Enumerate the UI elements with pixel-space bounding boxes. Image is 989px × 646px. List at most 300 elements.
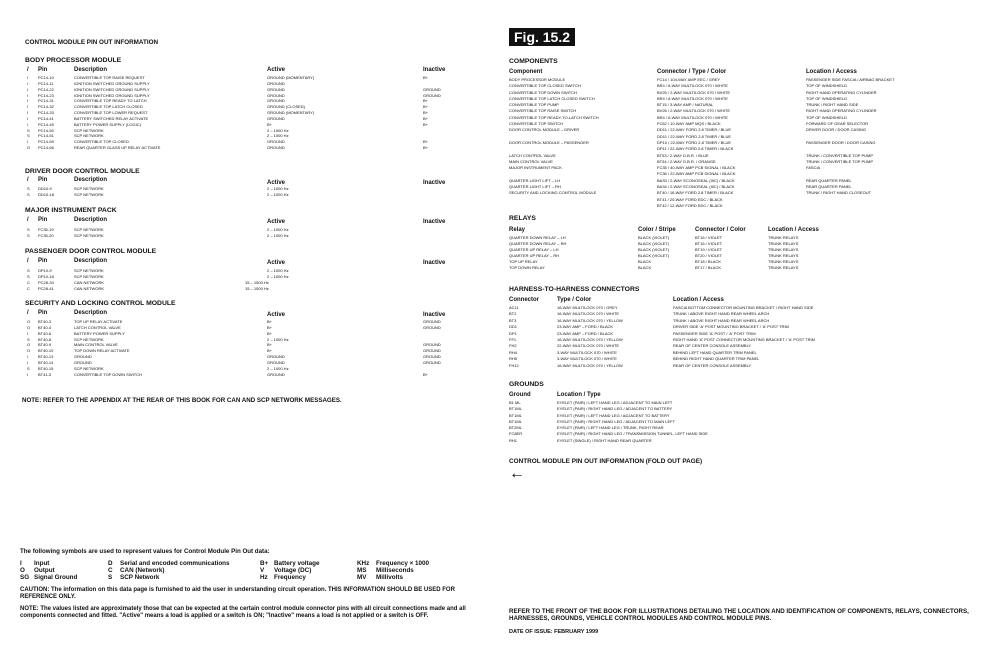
connector-id: FH12 xyxy=(509,362,519,368)
harness-title: HARNESS-TO-HARNESS CONNECTORS xyxy=(509,286,640,293)
connector-location: BEHIND RIGHT HAND QUARTER TRIM PANEL xyxy=(673,356,760,362)
location-access: TRUNK / RIGHT HAND CLOSEOUT xyxy=(806,190,872,196)
relays-header-location: Location / Access xyxy=(768,227,819,233)
component-name: LATCH CONTROL VALVE xyxy=(509,152,556,158)
connector-type: 22-WAY MULTILOCK 070 / WHITE xyxy=(557,343,620,349)
io-code: I xyxy=(27,115,29,121)
inactive-value: GROUND xyxy=(423,359,441,365)
legend-symbol: MS xyxy=(357,567,367,574)
pin-description: CAN NETWORK xyxy=(74,279,104,285)
relay-connector: BT20 / VIOLET xyxy=(695,253,723,259)
io-code: S xyxy=(27,268,30,273)
pin-description: BATTERY POWER SUPPLY xyxy=(74,330,125,336)
pin-id: BT40-9 xyxy=(38,342,52,348)
location-access: RIGHT HAND OPERATING CYLINDER xyxy=(806,108,877,114)
connector-location: RIGHT HAND 'A' POST CONNECTOR MOUNTING BRACKET / 'A' POST TRIM xyxy=(673,336,815,342)
pin-id: PC14-51 xyxy=(38,133,54,139)
active-value: GROUND xyxy=(267,115,285,121)
location-access: PASSENGER DOOR / DOOR CASING xyxy=(806,139,876,145)
components-table xyxy=(509,77,969,209)
io-code: S xyxy=(27,186,30,191)
connector-type: BT40 / 16-WAY FORD 2.8 TIMER / BLACK xyxy=(657,190,734,196)
components-header-connector: Connector / Type / Color xyxy=(657,69,727,75)
relay-connector: BT16 / VIOLET xyxy=(695,235,723,240)
connector-type: 23-WAY AMP – FORD / BLACK xyxy=(557,324,614,330)
relay-location: TRUNK RELAYS xyxy=(768,247,799,253)
pin-id: BT40-6 xyxy=(38,330,52,336)
relay-color: BLACK (VIOLET) xyxy=(638,241,670,247)
pin-description: SCP NETWORK xyxy=(74,365,104,371)
table-row xyxy=(25,286,484,292)
inactive-value: GROUND xyxy=(423,92,441,98)
ddcm-header-io: / xyxy=(27,177,29,183)
connector-id: FF1 xyxy=(509,336,517,342)
connector-type: BA34 / 2-WAY ECONOSEAL (IIIC) / BLACK xyxy=(657,184,735,190)
legend-meaning: Battery voltage xyxy=(274,560,320,567)
legend-meaning: Milliseconds xyxy=(376,567,414,574)
io-code: I xyxy=(27,104,29,110)
io-code: I xyxy=(27,354,29,360)
legend-symbol: C xyxy=(108,567,113,574)
pin-id: DP10-18 xyxy=(38,273,54,279)
active-value: 2 – 1000 Hz xyxy=(267,186,289,191)
relay-connector: BT16 / VIOLET xyxy=(695,241,723,247)
active-value-can: 15 – 1500 Hz xyxy=(245,279,269,285)
legend-meaning: Millivolts xyxy=(376,574,403,581)
connector-type: 16-WAY MULTILOCK 070 / WHITE xyxy=(557,311,620,317)
component-name: MAJOR INSTRUMENT PACK xyxy=(509,165,562,171)
pin-description: LATCH CONTROL VALVE xyxy=(74,324,121,330)
pin-description: CONVERTIBLE TOP READY TO LATCH xyxy=(74,98,147,104)
components-title: COMPONENTS xyxy=(509,58,558,65)
pin-id: PC14-33 xyxy=(38,110,54,116)
connector-id: DD1 xyxy=(509,324,518,330)
legend-symbol: MV xyxy=(357,574,367,581)
pdcm-section-title: PASSENGER DOOR CONTROL MODULE xyxy=(25,248,157,255)
inactive-value: B+ xyxy=(423,110,429,116)
table-row xyxy=(509,203,969,209)
active-value: GROUND xyxy=(267,80,285,86)
legend-meaning: Serial and encoded communications xyxy=(120,560,230,567)
pin-description: CONVERTIBLE TOP LOWER REQUEST xyxy=(74,110,148,116)
legend-meaning: Output xyxy=(34,567,55,574)
connector-type: DP11 / 22-WAY FORD 2.8 TIMER / BLACK xyxy=(657,146,734,152)
component-name: CONVERTIBLE TOP SWITCH xyxy=(509,121,564,127)
grounds-title: GROUNDS xyxy=(509,381,544,388)
location-access: FORWARD OF GEAR SELECTOR xyxy=(806,121,869,127)
relay-location: TRUNK RELAYS xyxy=(768,259,799,265)
location-access: REAR QUARTER PANEL xyxy=(806,184,852,190)
symbol-legend xyxy=(20,560,490,581)
legend-symbol: KHz xyxy=(357,560,370,567)
component-name: CONVERTIBLE TOP CLOSED SWITCH xyxy=(509,83,581,89)
connector-type: BT54 / 2-WAY D.B.R. / ORANGE xyxy=(657,158,716,164)
grounds-table xyxy=(509,400,969,444)
mip-header-io: / xyxy=(27,217,29,223)
inactive-value: B+ xyxy=(423,75,429,80)
active-value: B+ xyxy=(267,319,273,324)
pin-description: CONVERTIBLE TOP CLOSED xyxy=(74,139,129,145)
connector-id: BT2 xyxy=(509,311,517,317)
mip-header-active: Active xyxy=(267,219,286,225)
inactive-value: GROUND xyxy=(423,86,441,92)
pin-id: FC35-20 xyxy=(38,232,54,238)
active-value: GROUND xyxy=(267,359,285,365)
appendix-note: NOTE: REFER TO THE APPENDIX AT THE REAR OF THIS BOOK FOR CAN AND SCP NETWORK MESSAGES. xyxy=(22,397,342,404)
active-value: 2 – 1000 Hz xyxy=(267,227,289,232)
pin-id: FC35-19 xyxy=(38,227,54,232)
legend-meaning: Voltage (DC) xyxy=(274,567,312,574)
connector-type: FC35 / 40-WAY AMP PCB SIGNAL / BLACK xyxy=(657,165,736,171)
relay-location: TRUNK RELAYS xyxy=(768,241,799,247)
slcm-header-inactive: Inactive xyxy=(423,312,446,318)
component-name: CONVERTIBLE TOP READY-TO-LATCH SWITCH xyxy=(509,114,599,120)
components-header-component: Component xyxy=(509,69,543,75)
bpm-table xyxy=(25,75,484,151)
inactive-value: GROUND xyxy=(423,354,441,360)
io-code: S xyxy=(27,127,30,133)
pdcm-header-desc: Description xyxy=(74,258,108,264)
connector-type: FC36 / 22-WAY AMP PCB SIGNAL / BLACK xyxy=(657,171,736,177)
active-value: 2 – 1000 Hz xyxy=(267,127,289,133)
location-access: RIGHT HAND OPERATING CYLINDER xyxy=(806,89,877,95)
bpm-header-inactive: Inactive xyxy=(423,67,446,73)
harness-header-type: Type / Color xyxy=(557,297,592,303)
pin-description: GROUND xyxy=(74,354,92,360)
table-row xyxy=(509,265,969,271)
location-access: TRUNK / CONVERTIBLE TOP PUMP xyxy=(806,152,874,158)
relay-color: BLACK xyxy=(638,259,652,265)
relays-title: RELAYS xyxy=(509,215,536,222)
connector-type: 16-WAY MULTILOCK 070 / YELLOW xyxy=(557,362,623,368)
pin-id: PC14-32 xyxy=(38,104,54,110)
ground-id: FC8ER xyxy=(509,431,523,437)
relay-name: QUARTER DOWN RELAY – LH xyxy=(509,235,566,240)
relays-header-relay: Relay xyxy=(509,227,526,233)
active-value: GROUND xyxy=(267,145,285,151)
pdcm-header-io: / xyxy=(27,258,29,264)
active-value: GROUND xyxy=(267,92,285,98)
location-access: TRUNK / CONVERTIBLE TOP PUMP xyxy=(806,158,874,164)
component-name: CONVERTIBLE TOP PUMP xyxy=(509,102,559,108)
pin-id: BT40-14 xyxy=(38,359,54,365)
legend-symbol: V xyxy=(260,567,265,574)
pin-description: SCP NETWORK xyxy=(74,336,104,342)
legend-symbol: I xyxy=(20,560,22,567)
pin-id: BT40-15 xyxy=(38,365,54,371)
connector-location: DRIVER SIDE 'A' POST MOUNTING BRACKET / 'A' POST TRIM xyxy=(673,324,789,330)
io-code: S xyxy=(27,227,30,232)
legend-symbol: SG xyxy=(20,574,30,581)
ddcm-header-pin: Pin xyxy=(38,177,48,183)
component-name: MAIN CONTROL VALVE xyxy=(509,158,553,164)
legend-meaning: Signal Ground xyxy=(34,574,78,581)
ground-id: BT1ML xyxy=(509,406,522,412)
active-value: GROUND (MOMENTARY) xyxy=(267,110,315,116)
location-access: TOP OF WINDSHIELD xyxy=(806,83,847,89)
pin-id: PC28-41 xyxy=(38,285,54,291)
ground-location: EYELET (PAIR) / RIGHT HAND LEG / ADJACENT TO MAIN LEFT xyxy=(557,418,676,424)
connector-type: BV25 / 2-WAY MULTILOCK 070 / WHITE xyxy=(657,89,730,95)
relay-color: BLACK (VIOLET) xyxy=(638,235,670,240)
relay-name: TOP UP RELAY xyxy=(509,259,538,265)
table-row xyxy=(25,372,484,378)
pin-id: BT41-3 xyxy=(38,371,52,377)
relays-table xyxy=(509,235,969,272)
pin-id: PC14-23 xyxy=(38,92,54,98)
ground-id: BT1ML xyxy=(509,412,522,418)
connector-type: 23-WAY AMP – FORD / BLACK xyxy=(557,330,614,336)
ground-id: B1 ML xyxy=(509,400,521,405)
connector-type: BT41 / 20-WAY FORD EDC / BLACK xyxy=(657,196,723,202)
legend-meaning: Input xyxy=(34,560,50,567)
mip-header-desc: Description xyxy=(74,217,108,223)
pin-id: PC14-45 xyxy=(38,121,54,127)
connector-type: 3-WAY MULTILOCK 070 / WHITE xyxy=(557,356,617,362)
relay-connector: BT17 / BLACK xyxy=(695,265,722,271)
harness-table xyxy=(509,305,969,369)
mip-header-pin: Pin xyxy=(38,217,48,223)
connector-type: 16-WAY MULTILOCK 070 / YELLOW xyxy=(557,336,623,342)
pin-description: GROUND xyxy=(74,359,92,365)
active-value: B+ xyxy=(267,324,273,330)
pin-id: PC14-11 xyxy=(38,80,54,86)
io-code: I xyxy=(27,121,29,127)
location-access: TRUNK / RIGHT HAND SIDE xyxy=(806,102,859,108)
ground-location: EYELET (SINGLE) / RIGHT HAND REAR QUARTER xyxy=(557,437,652,443)
pin-description: SCP NETWORK xyxy=(74,133,104,139)
connector-type: FC14 / 104-WAY AMP EEC / GREY xyxy=(657,77,721,82)
legend-row xyxy=(20,560,490,567)
pin-description: TOP UP RELAY ACTIVATE xyxy=(74,319,123,324)
connector-location: REAR OF CENTER CONSOLE ASSEMBLY xyxy=(673,343,752,349)
io-code: O xyxy=(27,319,31,324)
connector-type: BT42 / 12-WAY FORD EDC / BLACK xyxy=(657,202,723,208)
pin-id: PC14-31 xyxy=(38,98,54,104)
legend-symbol: B+ xyxy=(260,560,269,567)
table-row xyxy=(25,192,484,198)
connector-location: PASSENGER SIDE 'A' POST / 'A' POST TRIM xyxy=(673,330,756,336)
component-name: CONVERTIBLE TOP RAISE SWITCH xyxy=(509,108,577,114)
io-code: O xyxy=(27,348,31,354)
active-value: 2 – 1000 Hz xyxy=(267,232,289,238)
connector-location: REAR OF CENTER CONSOLE ASSEMBLY xyxy=(673,362,752,368)
ground-location: EYELET (PAIR) / LEFT HAND LEG / ADJACENT TO BATTERY xyxy=(557,412,670,418)
inactive-value: GROUND xyxy=(423,348,441,354)
pdcm-header-active: Active xyxy=(267,260,286,266)
pin-description: REAR QUARTER GLASS UP RELAY ACTIVATE xyxy=(74,145,161,151)
relay-connector: BT19 / VIOLET xyxy=(695,247,723,253)
connector-id: RH4 xyxy=(509,349,518,355)
legend-symbol: Hz xyxy=(260,574,268,581)
component-name: QUARTER LIGHT LIFT – LH xyxy=(509,177,561,183)
relay-location: TRUNK RELAYS xyxy=(768,253,799,259)
inactive-value: B+ xyxy=(423,104,429,110)
grounds-header-location: Location / Type xyxy=(557,392,601,398)
ddcm-header-desc: Description xyxy=(74,177,108,183)
io-code: O xyxy=(27,324,31,330)
connector-location: BEHIND LEFT HAND QUARTER TRIM PANEL xyxy=(673,349,757,355)
ddcm-section-title: DRIVER DOOR CONTROL MODULE xyxy=(25,168,140,175)
relay-connector: BT18 / BLACK xyxy=(695,259,722,265)
active-value: GROUND xyxy=(267,98,285,104)
connector-location: TRUNK / ABOVE RIGHT HAND REAR WHEEL ARCH xyxy=(673,317,770,323)
connector-type: BR4 / 6-WAY MULTILOCK 070 / WHITE xyxy=(657,114,728,120)
pin-description: SCP NETWORK xyxy=(74,186,104,191)
pin-id: BT40-3 xyxy=(38,319,52,324)
pin-description: IGNITION SWITCHED GROUND SUPPLY xyxy=(74,86,150,92)
io-code: I xyxy=(27,330,29,336)
pin-id: PC14-22 xyxy=(38,86,54,92)
pin-description: CONVERTIBLE TOP DOWN SWITCH xyxy=(74,371,142,377)
pin-description: SCP NETWORK xyxy=(74,127,104,133)
pin-id: BT40-10 xyxy=(38,348,54,354)
legend-meaning: SCP Network xyxy=(120,574,160,581)
ground-location: EYELET (PAIR) / LEFT HAND LEG / ADJACENT TO MAIN LEFT xyxy=(557,400,673,405)
active-value: 2 – 1000 Hz xyxy=(267,365,289,371)
io-code: S xyxy=(27,336,30,342)
location-access: PASSENGER SIDE FASCIA / AIRBAG BRACKET xyxy=(806,77,895,82)
components-header-location: Location / Access xyxy=(806,69,857,75)
active-value: B+ xyxy=(267,330,273,336)
pin-description: CAN NETWORK xyxy=(74,285,104,291)
active-value: 2 – 1000 Hz xyxy=(267,336,289,342)
io-code: I xyxy=(27,98,29,104)
location-access: REAR QUARTER PANEL xyxy=(806,177,852,183)
pin-description: SCP NETWORK xyxy=(74,268,104,273)
pin-id: PC14-66 xyxy=(38,145,54,151)
pin-description: CONVERTIBLE TOP LATCH CLOSED xyxy=(74,104,143,110)
ddcm-header-inactive: Inactive xyxy=(423,180,446,186)
connector-type: DP10 / 22-WAY FORD 2.8 TIMER / BLUE xyxy=(657,139,732,145)
connector-type: 16-WAY MULTILOCK 070 / GREY xyxy=(557,305,618,310)
pin-description: SCP NETWORK xyxy=(74,273,104,279)
connector-type: DD11 / 22-WAY FORD 2.8 TIMER / BLUE xyxy=(657,127,732,133)
io-code: I xyxy=(27,359,29,365)
connector-id: BT3 xyxy=(509,317,517,323)
pin-description: SCP NETWORK xyxy=(74,191,104,197)
table-row xyxy=(25,145,484,151)
legend-meaning: Frequency × 1000 xyxy=(376,560,430,567)
io-code: S xyxy=(27,232,30,238)
pin-description: MAIN CONTROL VALVE xyxy=(74,342,118,348)
io-code: O xyxy=(27,342,31,348)
connector-type: BR4 / 6-WAY MULTILOCK 070 / WHITE xyxy=(657,83,728,89)
back-arrow-icon[interactable]: ← xyxy=(509,465,525,482)
pin-id: PC14-50 xyxy=(38,127,54,133)
pdcm-header-inactive: Inactive xyxy=(423,260,446,266)
connector-type: BT15 / 3-WAY AMP / NATURAL xyxy=(657,102,714,108)
io-code: C xyxy=(27,285,30,291)
ground-id: RH1 xyxy=(509,437,518,443)
io-code: I xyxy=(27,139,29,145)
slcm-header-io: / xyxy=(27,310,29,316)
pdcm-header-pin: Pin xyxy=(38,258,48,264)
harness-header-location: Location / Access xyxy=(673,297,724,303)
inactive-value: B+ xyxy=(423,98,429,104)
bpm-header-io: / xyxy=(27,67,29,73)
values-note: NOTE: The values listed are approximately those that can be expected at the certain control module connector pins with all circuit connections made and all components connected and fitted. "Active" means a load is applied or a switch is ON; "Inactive" means a load is not applied or a switch is OFF. xyxy=(20,606,466,619)
component-name: DOOR CONTROL MODULE – PASSENGER xyxy=(509,139,589,145)
pin-id: BT40-4 xyxy=(38,324,52,330)
pin-description: BATTERY POWER SUPPLY (LOGIC) xyxy=(74,121,141,127)
connector-type: BV26 / 2-WAY MULTILOCK 070 / WHITE xyxy=(657,108,730,114)
connector-location: TRUNK / ABOVE RIGHT HAND REAR WHEEL ARCH xyxy=(673,311,770,317)
inactive-value: B+ xyxy=(423,371,429,377)
active-value: GROUND (MOMENTARY) xyxy=(267,75,315,80)
connector-type: BR4 / 6-WAY MULTILOCK 070 / WHITE xyxy=(657,95,728,101)
legend-symbol: D xyxy=(108,560,113,567)
legend-intro: The following symbols are used to represent values for Control Module Pin Out data: xyxy=(20,548,270,555)
bpm-header-desc: Description xyxy=(74,67,108,73)
pin-description: SCP NETWORK xyxy=(74,232,104,238)
relays-header-color: Color / Stripe xyxy=(638,227,676,233)
date-of-issue: DATE OF ISSUE: FEBRUARY 1999 xyxy=(509,629,599,635)
connector-location: FASCIA BOTTOM CONNECTOR MOUNTING BRACKET / RIGHT HAND SIDE xyxy=(673,305,814,310)
relay-location: TRUNK RELAYS xyxy=(768,265,799,271)
connector-type: BA33 / 2-WAY ECONOSEAL (IIIC) / BLACK xyxy=(657,177,735,183)
pin-description: BATTERY SWITCHED RELAY ACTIVATE xyxy=(74,115,149,121)
legend-meaning: CAN (Network) xyxy=(120,567,165,574)
io-code: S xyxy=(27,191,30,197)
pin-id: BT40-8 xyxy=(38,336,52,342)
component-name: BODY PROCESSOR MODULE xyxy=(509,77,566,82)
active-value: 2 – 1000 Hz xyxy=(267,268,289,273)
connector-id: FH2 xyxy=(509,343,517,349)
connector-id: DP1 xyxy=(509,330,517,336)
component-name: CONVERTIBLE TOP DOWN SWITCH xyxy=(509,89,577,95)
relay-color: BLACK xyxy=(638,265,652,271)
active-value: GROUND xyxy=(267,86,285,92)
io-code: I xyxy=(27,75,29,80)
ground-id: BT2ML xyxy=(509,425,522,431)
active-value: GROUND xyxy=(267,354,285,360)
pin-id: PC28-34 xyxy=(38,279,54,285)
table-row xyxy=(509,363,969,369)
ddcm-header-active: Active xyxy=(267,180,286,186)
inactive-value: B+ xyxy=(423,121,429,127)
pin-id: PC14-10 xyxy=(38,75,54,80)
location-access: FASCIA xyxy=(806,165,821,171)
io-code: I xyxy=(27,80,29,86)
io-code: I xyxy=(27,92,29,98)
foldout-link[interactable]: CONTROL MODULE PIN OUT INFORMATION (FOLD OUT PAGE) xyxy=(509,458,703,465)
grounds-header-ground: Ground xyxy=(509,392,531,398)
pin-description: CONVERTIBLE TOP RAISE REQUEST xyxy=(74,75,145,80)
figure-label: Fig. 15.2 xyxy=(509,28,575,46)
page-title: CONTROL MODULE PIN OUT INFORMATION xyxy=(25,39,159,46)
pin-id: PC14-59 xyxy=(38,139,54,145)
connector-type: 16-WAY MULTILOCK 070 / YELLOW xyxy=(557,317,623,323)
io-code: I xyxy=(27,110,29,116)
inactive-value: GROUND xyxy=(423,324,441,330)
slcm-header-pin: Pin xyxy=(38,310,48,316)
ground-location: EYELET (PAIR) / RIGHT HAND LEG / TRANSMISSION TUNNEL, LEFT HAND SIDE xyxy=(557,431,708,437)
pin-id: DD10-18 xyxy=(38,191,55,197)
table-row xyxy=(509,438,969,444)
active-value: GROUND xyxy=(267,139,285,145)
component-name: SECURITY AND LOCKING CONTROL MODULE xyxy=(509,190,597,196)
active-value-can: 15 – 1500 Hz xyxy=(245,285,269,291)
relays-header-connector: Connector / Color xyxy=(695,227,746,233)
pin-description: IGNITION SWITCHED GROUND SUPPLY xyxy=(74,92,150,98)
ground-location: EYELET (PAIR) / LEFT HAND LEG / TRUNK, RIGHT REAR xyxy=(557,425,664,431)
io-code: C xyxy=(27,279,30,285)
slcm-header-active: Active xyxy=(267,312,286,318)
connector-type: DD11 / 22-WAY FORD 2.8 TIMER / BLUE xyxy=(657,133,732,139)
io-code: O xyxy=(27,145,31,151)
legend-row xyxy=(20,567,490,574)
